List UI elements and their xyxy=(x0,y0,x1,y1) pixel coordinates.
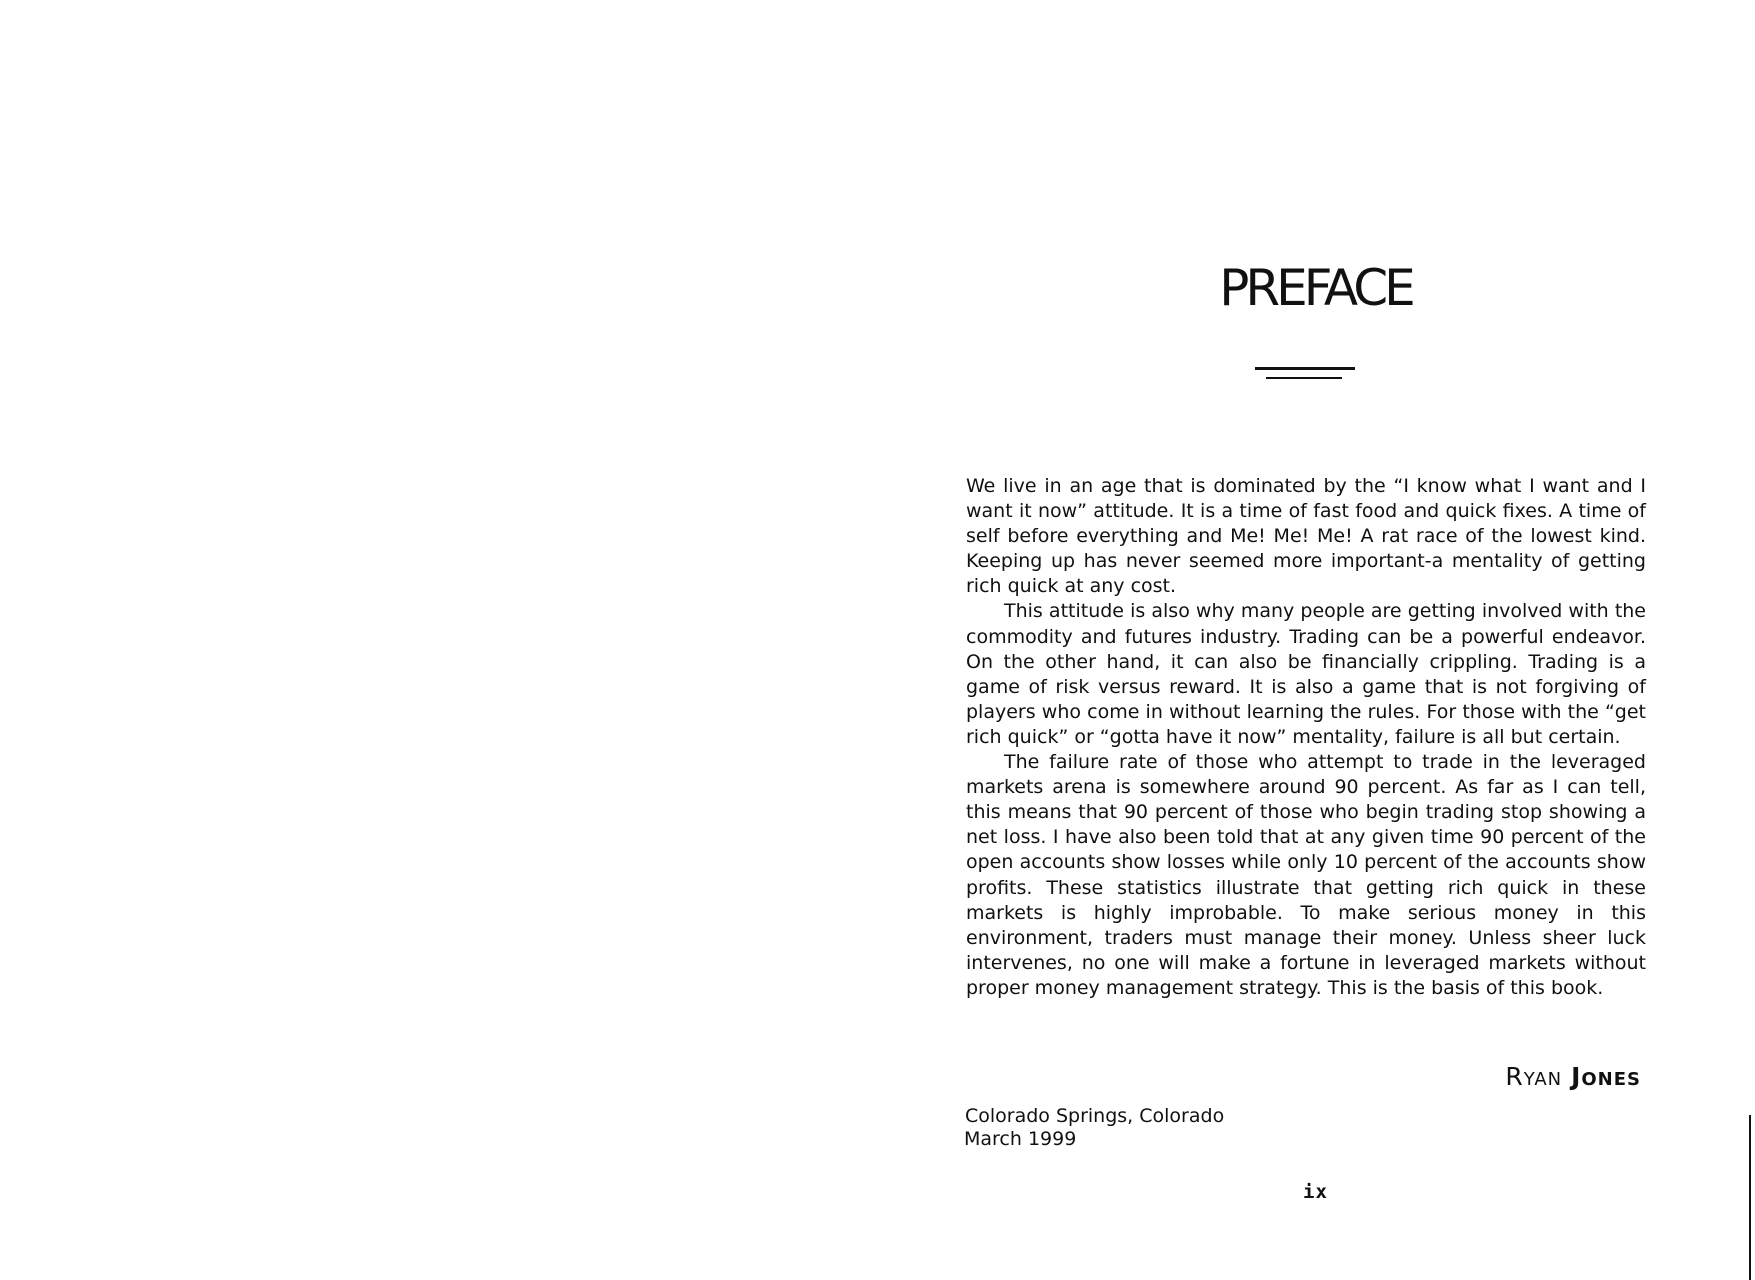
author-last-name: Jones xyxy=(1571,1062,1641,1091)
page-number: ix xyxy=(1303,1181,1328,1203)
place-line: Colorado Springs, Colorado xyxy=(965,1105,1225,1127)
preface-page xyxy=(940,0,1755,1280)
title-rule-top xyxy=(1255,367,1355,370)
title-rule-bottom xyxy=(1266,377,1342,379)
preface-body xyxy=(966,474,1646,1001)
page-edge-line xyxy=(1749,1115,1751,1280)
author-first-name: Ryan xyxy=(1505,1062,1563,1091)
date-line: March 1999 xyxy=(964,1128,1077,1150)
author-signature xyxy=(966,1062,1641,1092)
page-title: PREFACE xyxy=(1219,259,1412,317)
paragraph-3: The failure rate of those who attempt to trade in the leveraged markets arena is somewhere around 90 percent. As far as I can tell, this means that 90 percent of those who begin trading stop showing a net loss. I have also been told that at any given time 90 percent of the open accounts show losses while only 10 percent of the accounts show profits. These statistics illustrate that getting rich quick in these markets is highly improbable. To make serious money in this environment, traders must manage their money. Unless sheer luck intervenes, no one will make a fortune in leveraged markets without proper money management strategy. This is the basis of this book. xyxy=(966,751,1646,999)
paragraph-2: This attitude is also why many people are getting involved with the commodity and futures industry. Trading can be a powerful endeavor. On the other hand, it can also be financially crippling. Trading is a game of risk versus reward. It is also a game that is not forgiving of players who come in without learning the rules. For those with the “get rich quick” or “gotta have it now” mentality, failure is all but certain. xyxy=(966,600,1646,748)
paragraph-1: We live in an age that is dominated by the “I know what I want and I want it now” attitude. It is a time of fast food and quick fixes. A time of self before everything and Me! Me! Me! A rat race of the lowest kind. Keeping up has never seemed more important-a mentality of getting rich quick at any cost. xyxy=(966,475,1646,598)
